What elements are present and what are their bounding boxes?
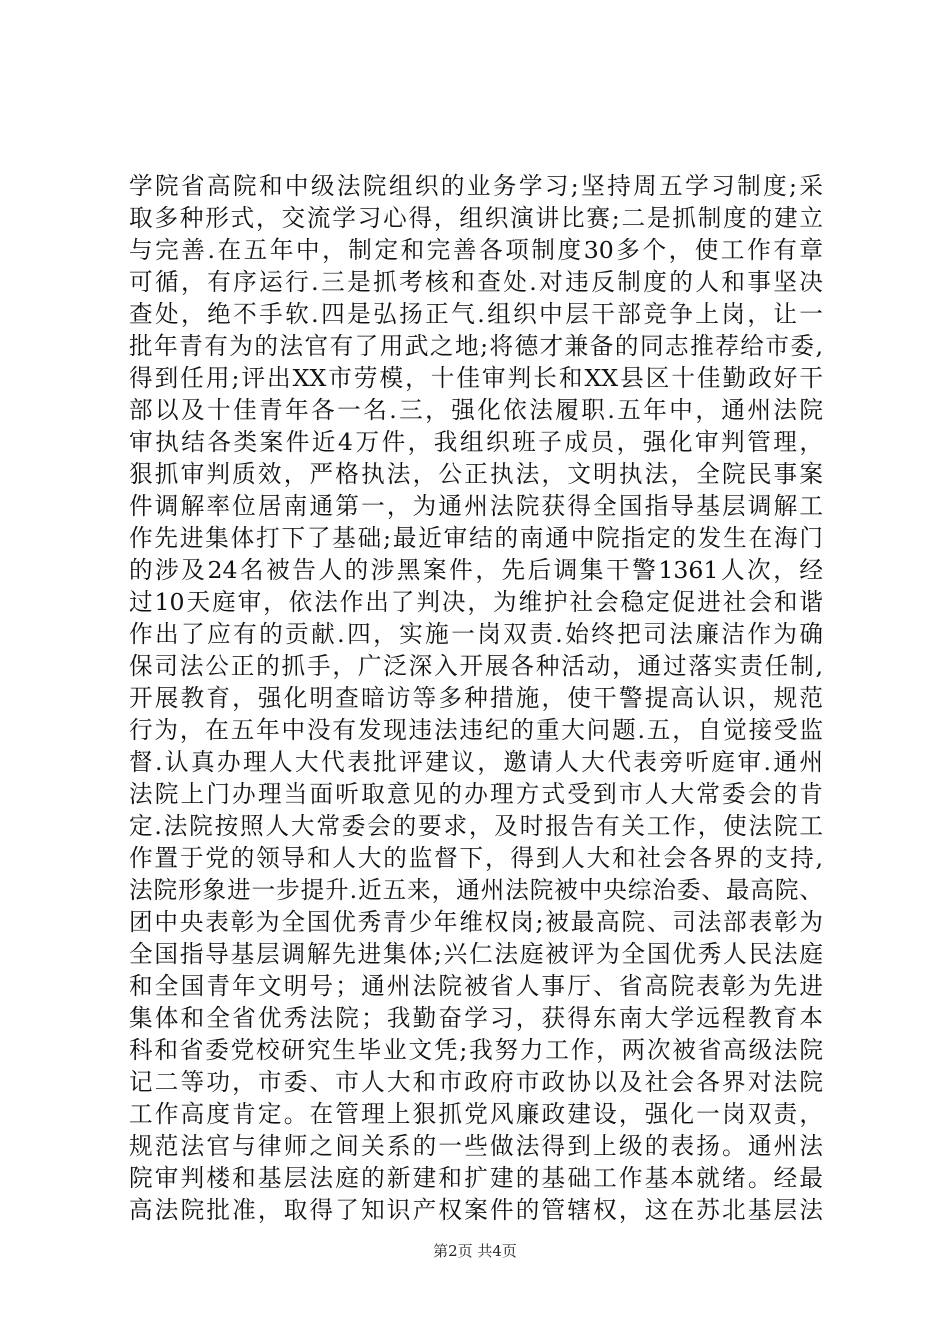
text-line: 和全国青年文明号；通州法院被省人事厅、省高院表彰为先进 xyxy=(129,972,823,1000)
text-line: 作先进集体打下了基础;最近审结的南通中院指定的发生在海门 xyxy=(129,524,823,552)
document-body xyxy=(129,170,823,1226)
text-line: 取多种形式，交流学习心得，组织演讲比赛;二是抓制度的建立 xyxy=(129,204,823,232)
text-line: 狠抓审判质效，严格执法，公正执法，文明执法，全院民事案 xyxy=(129,460,823,488)
text-line: 得到任用;评出XX市劳模，十佳审判长和XX县区十佳勤政好干 xyxy=(129,364,823,392)
text-line: 可循，有序运行.三是抓考核和查处.对违反制度的人和事坚决 xyxy=(129,268,823,296)
text-line: 批年青有为的法官有了用武之地;将德才兼备的同志推荐给市委, xyxy=(129,332,823,360)
text-line: 记二等功，市委、市人大和市政府市政协以及社会各界对法院 xyxy=(129,1068,823,1096)
text-line: 件调解率位居南通第一，为通州法院获得全国指导基层调解工 xyxy=(129,492,823,520)
text-line: 法院形象进一步提升.近五来，通州法院被中央综治委、最高院、 xyxy=(129,876,823,904)
text-line: 保司法公正的抓手，广泛深入开展各种活动，通过落实责任制, xyxy=(129,652,823,680)
text-line: 审执结各类案件近4万件，我组织班子成员，强化审判管理， xyxy=(129,428,823,456)
text-line: 作置于党的领导和人大的监督下，得到人大和社会各界的支持, xyxy=(129,844,823,872)
text-line: 查处，绝不手软.四是弘扬正气.组织中层干部竞争上岗，让一 xyxy=(129,300,823,328)
page-number: 第2页 共4页 xyxy=(433,1242,517,1260)
text-line: 规范法官与律师之间关系的一些做法得到上级的表扬。通州法 xyxy=(129,1132,823,1160)
text-line: 高法院批准，取得了知识产权案件的管辖权，这在苏北基层法 xyxy=(129,1196,823,1224)
text-line: 行为，在五年中没有发现违法违纪的重大问题.五，自觉接受监 xyxy=(129,716,823,744)
text-line: 集体和全省优秀法院；我勤奋学习，获得东南大学远程教育本 xyxy=(129,1004,823,1032)
text-line: 科和省委党校研究生毕业文凭;我努力工作，两次被省高级法院 xyxy=(129,1036,823,1064)
text-line: 工作高度肯定。在管理上狠抓党风廉政建设，强化一岗双责， xyxy=(129,1100,823,1128)
text-line: 作出了应有的贡献.四，实施一岗双责.始终把司法廉洁作为确 xyxy=(129,620,823,648)
text-line: 全国指导基层调解先进集体;兴仁法庭被评为全国优秀人民法庭 xyxy=(129,940,823,968)
text-line: 过10天庭审，依法作出了判决，为维护社会稳定促进社会和谐 xyxy=(129,588,823,616)
text-line: 督.认真办理人大代表批评建议，邀请人大代表旁听庭审.通州 xyxy=(129,748,823,776)
text-line: 与完善.在五年中，制定和完善各项制度30多个，使工作有章 xyxy=(129,236,823,264)
text-line: 学院省高院和中级法院组织的业务学习;坚持周五学习制度;采 xyxy=(129,172,823,200)
text-line: 开展教育，强化明查暗访等多种措施，使干警提高认识，规范 xyxy=(129,684,823,712)
text-line: 部以及十佳青年各一名.三，强化依法履职.五年中，通州法院 xyxy=(129,396,823,424)
text-line: 法院上门办理当面听取意见的办理方式受到市人大常委会的肯 xyxy=(129,780,823,808)
text-line: 院审判楼和基层法庭的新建和扩建的基础工作基本就绪。经最 xyxy=(129,1164,823,1192)
text-line: 的涉及24名被告人的涉黑案件，先后调集干警1361人次，经 xyxy=(129,556,823,584)
text-line: 定.法院按照人大常委会的要求，及时报告有关工作，使法院工 xyxy=(129,812,823,840)
text-line: 团中央表彰为全国优秀青少年维权岗;被最高院、司法部表彰为 xyxy=(129,908,823,936)
